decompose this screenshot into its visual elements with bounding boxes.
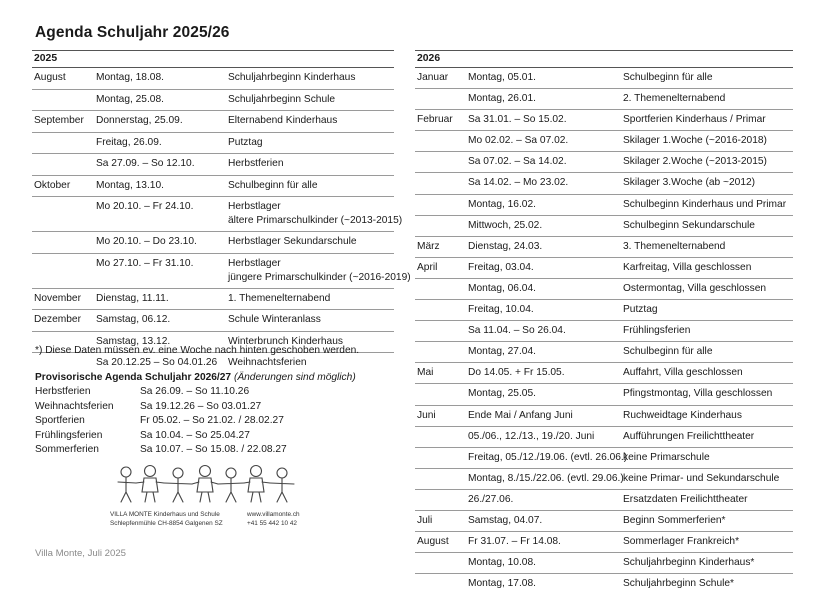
month-cell xyxy=(32,353,96,374)
logo-line1-left: VILLA MONTE Kinderhaus und Schule xyxy=(110,511,220,518)
event-cell: 3. Themenelternabend xyxy=(623,240,726,252)
event-cell: Skilager 3.Woche (ab ~2012) xyxy=(623,177,756,189)
list-item xyxy=(35,385,287,400)
provisional-agenda-title xyxy=(35,372,356,383)
event-cell: Schuljahrbeginn Kinderhaus* xyxy=(623,557,755,569)
date-cell: Sa 11.04. – So 26.04. xyxy=(468,325,566,337)
event-cell: Skilager 1.Woche (~2016-2018) xyxy=(623,135,767,147)
month-cell xyxy=(32,133,96,154)
month-cell xyxy=(415,300,468,320)
list-item xyxy=(35,443,287,458)
table-row xyxy=(415,195,793,216)
table-row xyxy=(415,406,793,427)
date-cell: Freitag, 05./12./19.06. (evtl. 26.06.) xyxy=(468,451,628,463)
table-row xyxy=(415,532,793,553)
event-cell: Skilager 2.Woche (~2013-2015) xyxy=(623,156,767,168)
month-cell xyxy=(415,490,468,510)
table-row xyxy=(415,279,793,300)
list-item xyxy=(35,414,287,429)
child-figure-2 xyxy=(136,466,164,503)
table-row xyxy=(415,152,793,173)
month-cell: November xyxy=(34,292,81,304)
table-row xyxy=(415,490,793,511)
event-cell: Pfingstmontag, Villa geschlossen xyxy=(623,388,773,400)
event-cell: Schuljahrbeginn Schule xyxy=(228,93,336,105)
date-cell: Donnerstag, 25.09. xyxy=(96,115,183,126)
date-cell: Samstag, 06.12. xyxy=(96,314,171,325)
month-cell: Januar xyxy=(417,72,449,83)
event-cell: Sportferien Kinderhaus / Primar xyxy=(623,114,766,126)
holiday-dates: Sa 10.04. – So 25.04.27 xyxy=(140,429,250,441)
month-cell xyxy=(415,152,468,172)
date-cell: Do 14.05. + Fr 15.05. xyxy=(468,367,565,379)
event-cell: Schulbeginn für alle xyxy=(623,72,713,83)
child-figure-4 xyxy=(192,466,218,503)
child-figure-3 xyxy=(164,468,192,502)
footnote: *) Diese Daten müssen ev. eine Woche nach hinten geschoben werden. xyxy=(35,345,360,356)
event-cell: Ersatzdaten Freilichttheater xyxy=(623,493,748,505)
date-cell: Montag, 05.01. xyxy=(468,72,536,83)
agenda-2025-table xyxy=(32,50,411,374)
table-row xyxy=(415,258,793,279)
event-cell: Frühlingsferien xyxy=(623,325,691,337)
event-cell: Winterbrunch Kinderhaus xyxy=(228,335,343,347)
logo-address xyxy=(110,510,300,528)
month-cell xyxy=(32,154,96,175)
event-cell: Auffahrt, Villa geschlossen xyxy=(623,367,743,379)
month-cell xyxy=(415,173,468,193)
event-cell: Beginn Sommerferien* xyxy=(623,514,726,526)
date-cell: Montag, 18.08. xyxy=(96,72,164,83)
month-cell: Juli xyxy=(417,514,433,526)
date-cell: Freitag, 26.09. xyxy=(96,136,162,148)
table-row xyxy=(32,176,394,198)
month-cell xyxy=(415,195,468,215)
table-row xyxy=(32,310,394,332)
table-row xyxy=(415,89,793,110)
month-cell: Mai xyxy=(417,367,434,379)
event-cell: Herbstlager Sekundarschule xyxy=(228,236,357,247)
month-cell: April xyxy=(417,261,438,273)
date-cell: Montag, 16.02. xyxy=(468,198,536,210)
table-row xyxy=(415,469,793,490)
page-title: Agenda Schuljahr 2025/26 xyxy=(35,24,230,41)
month-cell xyxy=(415,279,468,299)
list-item xyxy=(35,429,287,444)
table-row xyxy=(415,321,793,342)
date-cell: Montag, 13.10. xyxy=(96,179,164,191)
event-cell: Schule Winteranlass xyxy=(228,314,321,325)
date-cell: Montag, 25.05. xyxy=(468,388,536,400)
table-row xyxy=(32,154,394,176)
table-row xyxy=(415,110,793,131)
date-cell: Sa 14.02. – Mo 23.02. xyxy=(468,177,569,189)
month-cell xyxy=(415,89,468,109)
holiday-dates: Sa 10.07. – So 15.08. / 22.08.27 xyxy=(140,444,287,456)
date-cell: Sa 31.01. – So 15.02. xyxy=(468,114,567,126)
month-cell: März xyxy=(417,240,440,252)
table-row xyxy=(32,133,394,155)
event-cell: Weihnachtsferien xyxy=(228,357,307,368)
child-figure-7 xyxy=(270,468,294,502)
date-cell: Dienstag, 11.11. xyxy=(96,292,169,304)
table-row xyxy=(32,111,394,133)
event-cell: Putztag xyxy=(623,304,658,316)
event-cell: Elternabend Kinderhaus xyxy=(228,115,338,126)
table-row xyxy=(415,574,793,594)
footer: Villa Monte, Juli 2025 xyxy=(35,548,127,559)
table-row xyxy=(32,353,394,374)
month-cell: Oktober xyxy=(34,179,71,191)
child-figure-5 xyxy=(218,468,244,502)
date-cell: Montag, 06.04. xyxy=(468,282,536,294)
holiday-name: Sommerferien xyxy=(35,444,99,456)
table-row xyxy=(415,68,793,89)
event-cell: Schulbeginn Sekundarschule xyxy=(623,219,755,231)
event-cell xyxy=(228,197,402,231)
date-cell: Montag, 25.08. xyxy=(96,93,164,105)
provisional-note: (Änderungen sind möglich) xyxy=(233,372,356,383)
date-cell: Fr 31.07. – Fr 14.08. xyxy=(468,536,561,548)
year-header-2026: 2026 xyxy=(415,50,793,68)
event-text: Herbstlager xyxy=(228,201,281,212)
event-cell: Schulbeginn Kinderhaus und Primar xyxy=(623,198,787,210)
event-cell: keine Primar- und Sekundarschule xyxy=(623,472,780,484)
event-cell: 1. Themenelternabend xyxy=(228,292,331,304)
month-cell xyxy=(32,197,96,231)
table-row xyxy=(415,342,793,363)
month-cell: September xyxy=(34,115,84,126)
event-cell: Ostermontag, Villa geschlossen xyxy=(623,282,767,294)
month-cell xyxy=(32,254,96,288)
table-row xyxy=(32,254,411,289)
holiday-name: Sportferien xyxy=(35,415,85,427)
child-figure-6 xyxy=(244,466,270,503)
event-cell: Schulbeginn für alle xyxy=(228,179,318,191)
provisional-agenda-list xyxy=(35,385,287,458)
event-cell: Schuljahrbeginn Schule* xyxy=(623,578,735,590)
month-cell: August xyxy=(34,72,66,83)
event-detail: jüngere Primarschulkinder (~2016-2019) xyxy=(228,271,411,283)
child-figure-1 xyxy=(118,467,136,502)
list-item xyxy=(35,400,287,415)
date-cell: Montag, 26.01. xyxy=(468,93,536,105)
event-cell: Schulbeginn für alle xyxy=(623,346,713,358)
event-cell xyxy=(228,254,411,288)
date-cell: Montag, 27.04. xyxy=(468,346,536,358)
event-cell: keine Primarschule xyxy=(623,451,710,463)
month-cell xyxy=(415,131,468,151)
event-cell: Schuljahrbeginn Kinderhaus xyxy=(228,72,356,83)
date-cell: Montag, 17.08. xyxy=(468,578,536,590)
date-cell: Sa 07.02. – Sa 14.02. xyxy=(468,156,567,168)
date-cell: Freitag, 03.04. xyxy=(468,261,534,273)
holiday-dates: Sa 19.12.26 – So 03.01.27 xyxy=(140,400,262,412)
table-row xyxy=(415,300,793,321)
year-header-2025: 2025 xyxy=(32,50,394,68)
date-cell: Mo 27.10. – Fr 31.10. xyxy=(96,257,194,269)
month-cell xyxy=(415,342,468,362)
month-cell xyxy=(415,469,468,489)
table-row xyxy=(415,131,793,152)
table-row xyxy=(415,553,793,574)
table-row xyxy=(415,173,793,194)
event-cell: Karfreitag, Villa geschlossen xyxy=(623,261,752,273)
date-cell: Mittwoch, 25.02. xyxy=(468,219,543,231)
table-row xyxy=(32,289,394,311)
date-cell: Dienstag, 24.03. xyxy=(468,240,543,252)
table-row xyxy=(415,448,793,469)
month-cell xyxy=(415,427,468,447)
date-cell: Sa 27.09. – So 12.10. xyxy=(96,158,195,169)
event-cell: 2. Themenelternabend xyxy=(623,93,726,105)
logo-website: www.villamonte.ch xyxy=(247,511,300,518)
holiday-dates: Sa 26.09. – So 11.10.26 xyxy=(140,386,250,397)
holiday-name: Frühlingsferien xyxy=(35,429,103,441)
month-cell xyxy=(415,574,468,594)
table-row xyxy=(415,216,793,237)
table-row xyxy=(32,197,403,232)
date-cell: 26./27.06. xyxy=(468,493,514,505)
date-cell: Samstag, 04.07. xyxy=(468,514,543,526)
logo-phone: +41 55 442 10 42 xyxy=(247,520,297,527)
table-row xyxy=(415,427,793,448)
date-cell: Sa 20.12.25 – So 04.01.26 xyxy=(96,357,218,368)
holiday-dates: Fr 05.02. – So 21.02. / 28.02.27 xyxy=(140,415,284,427)
month-cell xyxy=(415,321,468,341)
date-cell: Montag, 10.08. xyxy=(468,557,536,569)
table-row xyxy=(415,511,793,532)
event-cell: Ruchweidtage Kinderhaus xyxy=(623,409,742,421)
holiday-name: Herbstferien xyxy=(35,386,91,397)
month-cell: Dezember xyxy=(34,314,81,325)
month-cell: Februar xyxy=(417,114,453,126)
event-text: Herbstlager xyxy=(228,257,281,269)
table-row xyxy=(415,237,793,258)
table-row xyxy=(415,363,793,384)
table-row xyxy=(32,90,394,112)
event-cell: Herbstferien xyxy=(228,158,284,169)
event-cell: Aufführungen Freilichttheater xyxy=(623,430,755,442)
date-cell: Mo 02.02. – Sa 07.02. xyxy=(468,135,569,147)
month-cell xyxy=(415,216,468,236)
table-row xyxy=(415,384,793,405)
logo-line2-left: Schlepfenmühle CH-8854 Galgenen SZ xyxy=(110,520,223,527)
event-detail: ältere Primarschulkinder (~2013-2015) xyxy=(228,215,403,226)
month-cell xyxy=(415,448,468,468)
month-cell xyxy=(415,384,468,404)
holiday-name: Weihnachtsferien xyxy=(35,400,114,412)
date-cell: Ende Mai / Anfang Juni xyxy=(468,409,573,421)
event-cell: Putztag xyxy=(228,136,263,148)
date-cell: Mo 20.10. – Do 23.10. xyxy=(96,236,197,247)
table-row xyxy=(32,68,394,90)
month-cell: August xyxy=(417,536,449,548)
agenda-2026-table xyxy=(415,50,793,594)
date-cell: Mo 20.10. – Fr 24.10. xyxy=(96,201,194,212)
date-cell: Freitag, 10.04. xyxy=(468,304,534,316)
date-cell: Montag, 8./15./22.06. (evtl. 29.06.) xyxy=(468,472,624,484)
month-cell xyxy=(415,553,468,573)
month-cell xyxy=(32,232,96,253)
event-cell: Sommerlager Frankreich* xyxy=(623,536,740,548)
date-cell: Samstag, 13.12. xyxy=(96,335,171,347)
date-cell: 05./06., 12./13., 19./20. Juni xyxy=(468,430,595,442)
month-cell xyxy=(32,90,96,111)
table-row xyxy=(32,232,394,254)
provisional-title-text: Provisorische Agenda Schuljahr 2026/27 xyxy=(35,372,232,383)
month-cell: Juni xyxy=(417,409,436,421)
